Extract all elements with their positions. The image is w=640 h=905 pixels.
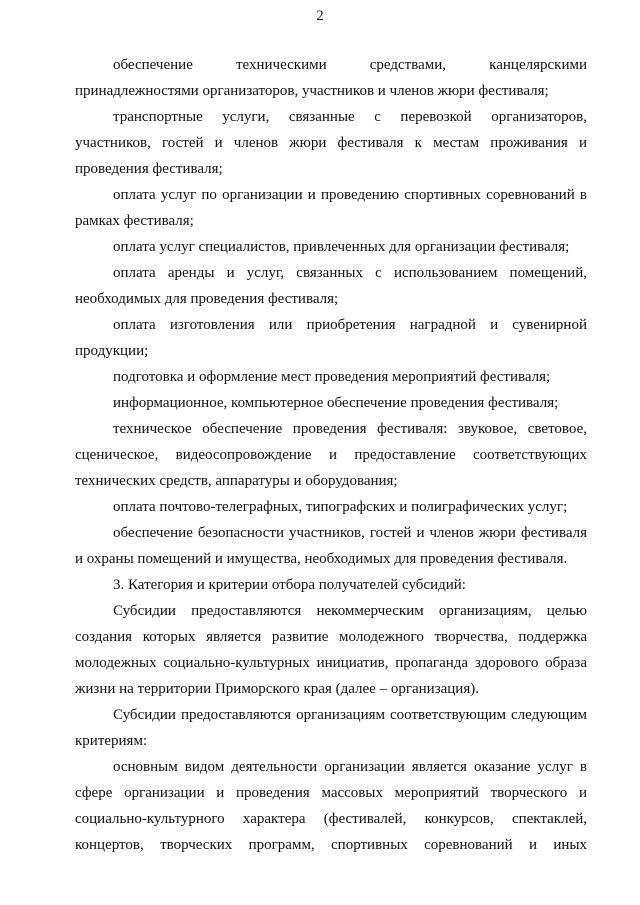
section-heading-3: 3. Категория и критерии отбора получателей субсидий: <box>113 577 466 593</box>
paragraph-12: Субсидии предоставляются некоммерческим организациям, целью создания которых является развитие молодежного творчества, поддержка молодежных социально-культурных инициатив, пропаганда здорового образа жизни на территории Приморского края (далее – организация). <box>75 603 587 697</box>
page-number: 2 <box>316 8 324 24</box>
paragraph-11: обеспечение безопасности участников, гостей и членов жюри фестиваля и охраны помещений и имущества, необходимых для проведения фестиваля. <box>75 525 587 567</box>
paragraph-13: Субсидии предоставляются организациям соответствующим следующим критериям: <box>75 707 587 749</box>
paragraph-10: оплата почтово-телеграфных, типографских и полиграфических услуг; <box>113 499 568 515</box>
paragraph-7: подготовка и оформление мест проведения мероприятий фестиваля; <box>113 369 551 385</box>
paragraph-9: техническое обеспечение проведения фестиваля: звуковое, световое, сценическое, видеосопровождение и предоставление соответствующих технических средств, аппаратуры и оборудования; <box>75 421 587 489</box>
paragraph-4: оплата услуг специалистов, привлеченных для организации фестиваля; <box>113 239 570 255</box>
paragraph-6: оплата изготовления или приобретения наградной и сувенирной продукции; <box>75 317 587 359</box>
paragraph-1: обеспечение техническими средствами, канцелярскими принадлежностями организаторов, участников и членов жюри фестиваля; <box>75 57 587 99</box>
paragraph-5: оплата аренды и услуг, связанных с использованием помещений, необходимых для проведения фестиваля; <box>75 265 587 307</box>
paragraph-3: оплата услуг по организации и проведению спортивных соревнований в рамках фестиваля; <box>75 187 587 229</box>
paragraph-2: транспортные услуги, связанные с перевозкой организаторов, участников, гостей и членов жюри фестиваля к местам проживания и проведения фестиваля; <box>75 109 587 177</box>
document-body <box>75 52 587 858</box>
paragraph-8: информационное, компьютерное обеспечение проведения фестиваля; <box>113 395 559 411</box>
paragraph-14: основным видом деятельности организации является оказание услуг в сфере организации и проведения массовых мероприятий творческого и социально-культурного характера (фестивалей, конкурсов, спектаклей, концертов, творческих программ, спортивных соревнований и иных <box>75 759 587 853</box>
